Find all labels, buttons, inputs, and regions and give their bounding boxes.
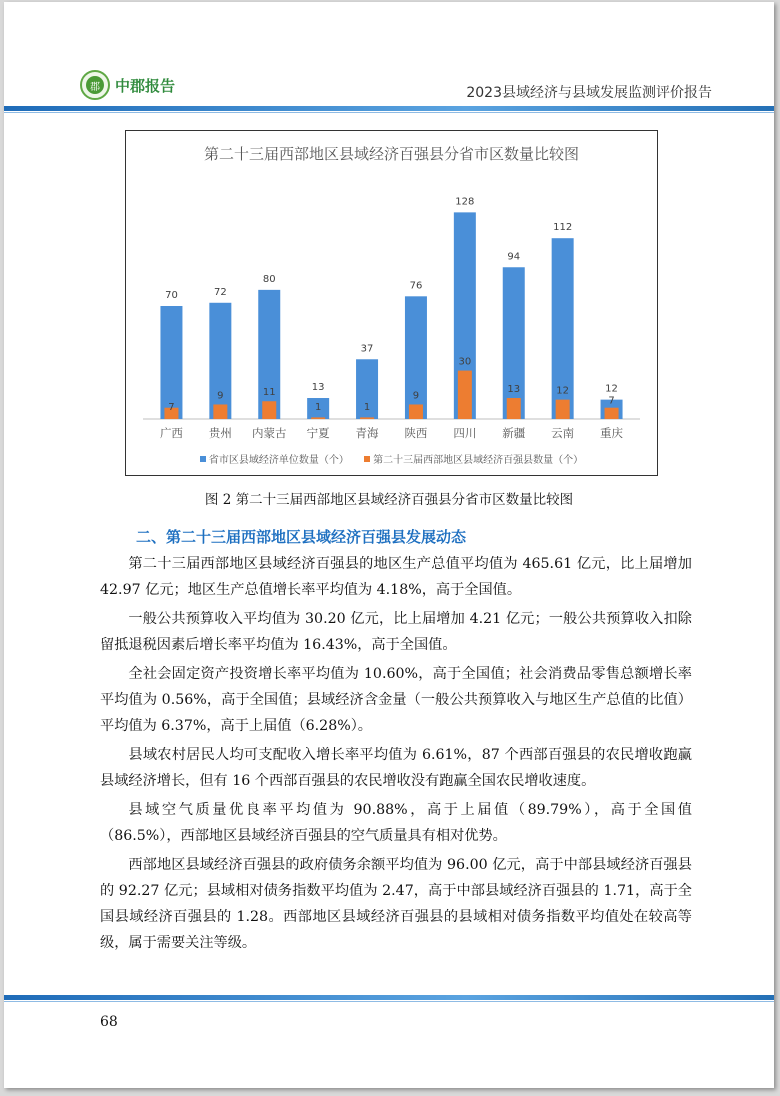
bar-units <box>209 303 231 419</box>
legend-swatch-orange <box>364 456 370 462</box>
data-label-top100: 7 <box>608 395 615 407</box>
logo <box>80 70 175 100</box>
page <box>4 2 774 1088</box>
chart-legend <box>126 451 657 466</box>
bar-top100 <box>262 401 276 419</box>
logo-text: 中郡报告 <box>115 76 176 95</box>
paragraph: 县域农村居民人均可支配收入增长率平均值为 6.61%，87 个西部百强县的农民增收跑赢县域经济增长，但有 16 个西部百强县的农民增收没有跑赢全国农民增收速度。 <box>100 747 692 789</box>
data-label-units: 37 <box>360 343 374 355</box>
paragraph: 县域空气质量优良率平均值为 90.88%，高于上届值（89.79%），高于全国值（86.5%），西部地区县域经济百强县的空气质量具有相对优势。 <box>100 802 692 844</box>
paragraph: 全社会固定资产投资增长率平均值为 10.60%，高于全国值；社会消费品零售总额增长率平均值为 0.56%，高于全国值；县域经济含金量（一般公共预算收入与地区生产总值的比值）平均值为 6.37%，高于上届值（6.28%）。 <box>100 666 692 734</box>
x-tick-label: 陕西 <box>404 426 428 440</box>
legend-item-units <box>200 451 349 466</box>
report-title: 2023县域经济与县域发展监测评价报告 <box>466 85 712 101</box>
data-label-top100: 9 <box>412 390 420 402</box>
data-label-top100: 9 <box>217 390 224 402</box>
data-label-units: 128 <box>455 196 475 208</box>
x-tick-label: 贵州 <box>208 426 232 440</box>
bar-chart <box>126 131 657 475</box>
data-label-units: 94 <box>507 251 521 263</box>
legend-swatch-blue <box>200 456 206 462</box>
bar-top100 <box>311 417 325 419</box>
paragraph: 一般公共预算收入平均值为 30.20 亿元，比上届增加 4.21 亿元；一般公共预算收入扣除留抵退税因素后增长率平均值为 16.43%，高于全国值。 <box>100 611 692 653</box>
data-label-top100: 13 <box>507 384 521 396</box>
x-tick-label: 内蒙古 <box>252 426 287 440</box>
x-tick-label: 青海 <box>355 426 379 440</box>
paragraph: 西部地区县域经济百强县的政府债务余额平均值为 96.00 亿元，高于中部县域经济百强县的 92.27 亿元；县域相对债务指数平均值为 2.47，高于中部县域经济百强县的 1.71，高于全国县域经济百强县的 1.28。西部地区县域经济百强县的县域相对债务指数平均值处在较高等级，属于需要关注等级。 <box>100 857 692 951</box>
x-tick-label: 重庆 <box>600 426 624 440</box>
bar-top100 <box>556 400 570 419</box>
figure-caption: 图 2 第二十三届西部地区县域经济百强县分省市区数量比较图 <box>204 492 574 508</box>
x-tick-label: 新疆 <box>502 426 526 440</box>
data-label-units: 12 <box>605 383 618 395</box>
data-label-units: 76 <box>409 280 423 292</box>
data-label-top100: 7 <box>168 402 175 413</box>
header-divider-thin <box>4 112 774 113</box>
bar-top100 <box>605 408 619 419</box>
logo-emblem-icon: 郡 <box>80 70 110 100</box>
x-tick-label: 四川 <box>453 426 477 440</box>
body-text <box>100 551 692 959</box>
data-label-units: 72 <box>213 286 227 298</box>
legend-label-top100: 第二十三届西部地区县域经济百强县数量（个） <box>373 455 584 466</box>
data-label-top100: 1 <box>363 402 371 413</box>
data-label-units: 70 <box>165 290 178 301</box>
page-number: 68 <box>100 1014 118 1030</box>
section-heading: 二、第二十三届西部地区县域经济百强县发展动态 <box>136 528 467 546</box>
x-tick-label: 云南 <box>551 426 575 440</box>
x-tick-label: 宁夏 <box>306 426 330 440</box>
data-label-units: 80 <box>262 273 276 285</box>
x-tick-label: 广西 <box>159 426 183 440</box>
legend-item-top100 <box>364 451 583 466</box>
bar-top100 <box>409 404 423 419</box>
data-label-top100: 1 <box>314 402 322 413</box>
data-label-units: 112 <box>553 222 573 234</box>
bar-units <box>258 290 280 419</box>
bar-top100 <box>458 371 472 419</box>
legend-label-units: 省市区县域经济单位数量（个） <box>208 455 349 466</box>
data-label-top100: 12 <box>556 385 570 397</box>
data-label-units: 13 <box>311 382 325 394</box>
chart-frame <box>125 130 658 476</box>
bar-top100 <box>360 417 374 419</box>
bar-units <box>503 267 525 419</box>
footer-divider-thin <box>4 1001 774 1002</box>
bar-top100 <box>213 404 227 419</box>
data-label-top100: 30 <box>458 356 472 368</box>
paragraph: 第二十三届西部地区县域经济百强县的地区生产总值平均值为 465.61 亿元，比上届增加 42.97 亿元；地区生产总值增长率平均值为 4.18%，高于全国值。 <box>100 556 692 598</box>
footer-divider <box>4 995 774 1000</box>
bar-top100 <box>507 398 521 419</box>
data-label-top100: 11 <box>262 387 276 399</box>
chart-title: 第二十三届西部地区县域经济百强县分省市区数量比较图 <box>203 145 579 163</box>
header-divider <box>4 106 774 111</box>
